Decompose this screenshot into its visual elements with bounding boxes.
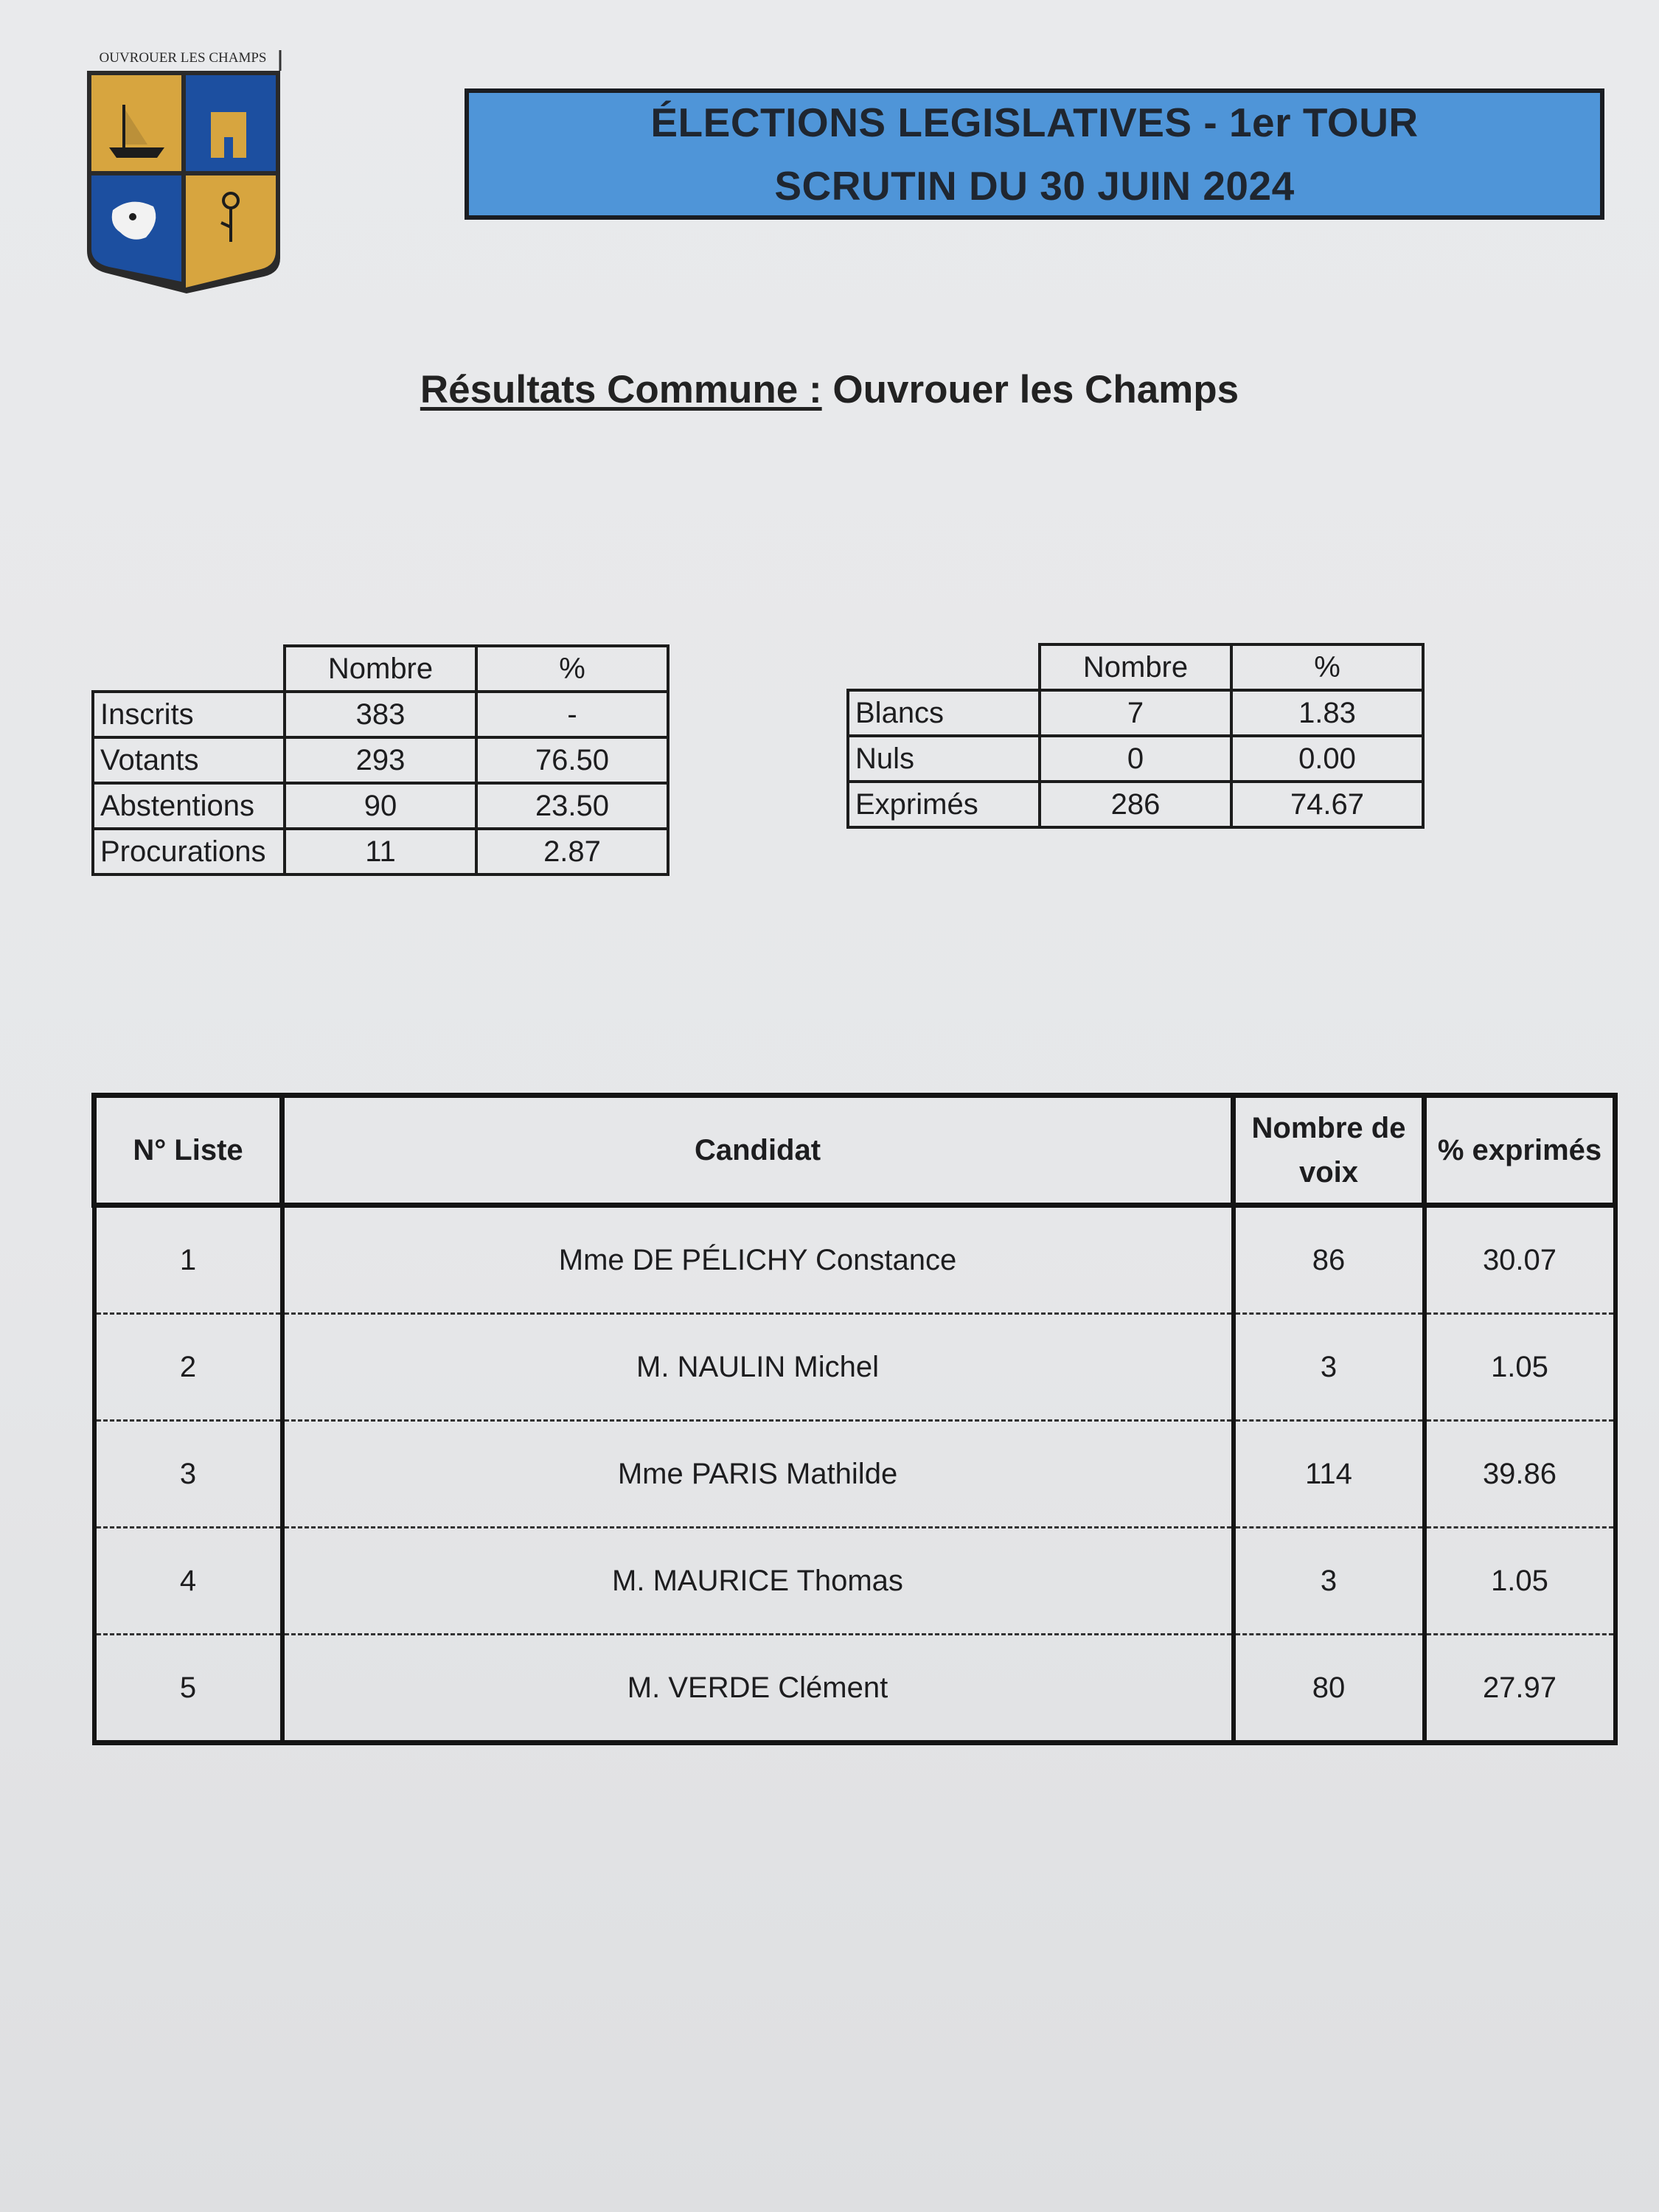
- table-row: [93, 692, 668, 737]
- crest-caption: OUVROUER LES CHAMPS: [99, 50, 267, 66]
- vote-count: 3: [1234, 1314, 1425, 1421]
- candidate-name: M. VERDE Clément: [282, 1635, 1234, 1743]
- column-header-liste: N° Liste: [94, 1096, 282, 1206]
- table-row: [94, 1635, 1615, 1743]
- row-label: Nuls: [848, 736, 1040, 782]
- list-number: 4: [94, 1528, 282, 1635]
- row-pct: 1.83: [1231, 690, 1423, 736]
- row-pct: 2.87: [476, 829, 668, 874]
- list-number: 5: [94, 1635, 282, 1743]
- row-pct: 76.50: [476, 737, 668, 783]
- empty-cell: [93, 646, 285, 692]
- banner-date: SCRUTIN DU 30 JUIN 2024: [774, 163, 1295, 209]
- column-header-candidat: Candidat: [282, 1096, 1234, 1206]
- table-header-row: [94, 1096, 1615, 1206]
- vote-count: 86: [1234, 1206, 1425, 1314]
- table-row: [94, 1528, 1615, 1635]
- row-nombre: 11: [285, 829, 476, 874]
- vote-count: 3: [1234, 1528, 1425, 1635]
- table-row: [94, 1314, 1615, 1421]
- table-row: [93, 829, 668, 874]
- table-row: [848, 782, 1423, 827]
- vote-pct: 1.05: [1425, 1528, 1615, 1635]
- row-nombre: 293: [285, 737, 476, 783]
- column-header-nombre: Nombre: [285, 646, 476, 692]
- header-voix-line1: Nombre de: [1251, 1112, 1406, 1144]
- results-label: Résultats Commune :: [420, 368, 822, 411]
- table-row: [93, 737, 668, 783]
- row-label: Blancs: [848, 690, 1040, 736]
- row-pct: -: [476, 692, 668, 737]
- list-number: 3: [94, 1421, 282, 1528]
- table-row: [93, 783, 668, 829]
- candidate-name: Mme PARIS Mathilde: [282, 1421, 1234, 1528]
- vote-pct: 30.07: [1425, 1206, 1615, 1314]
- banner-title: ÉLECTIONS LEGISLATIVES - 1er TOUR: [650, 100, 1419, 145]
- column-header-pct: %: [1231, 644, 1423, 690]
- vote-pct: 39.86: [1425, 1421, 1615, 1528]
- ballots-table: [846, 643, 1425, 829]
- row-nombre: 286: [1040, 782, 1231, 827]
- header-voix-line2: voix: [1298, 1156, 1359, 1189]
- candidate-name: M. NAULIN Michel: [282, 1314, 1234, 1421]
- list-number: 2: [94, 1314, 282, 1421]
- commune-name: Ouvrouer les Champs: [832, 368, 1239, 411]
- results-table: [91, 1093, 1618, 1745]
- row-nombre: 90: [285, 783, 476, 829]
- table-row: [848, 736, 1423, 782]
- row-label: Votants: [93, 737, 285, 783]
- row-pct: 0.00: [1231, 736, 1423, 782]
- candidate-name: Mme DE PÉLICHY Constance: [282, 1206, 1234, 1314]
- list-number: 1: [94, 1206, 282, 1314]
- column-header-voix: [1234, 1096, 1425, 1206]
- table-row: [848, 690, 1423, 736]
- row-label: Abstentions: [93, 783, 285, 829]
- page-title: [0, 367, 1659, 412]
- row-pct: 23.50: [476, 783, 668, 829]
- row-pct: 74.67: [1231, 782, 1423, 827]
- commune-crest: [80, 44, 286, 299]
- column-header-pct: %: [476, 646, 668, 692]
- table-header-row: [93, 646, 668, 692]
- table-header-row: [848, 644, 1423, 690]
- coat-of-arms-icon: [80, 44, 286, 299]
- candidate-name: M. MAURICE Thomas: [282, 1528, 1234, 1635]
- row-nombre: 7: [1040, 690, 1231, 736]
- column-header-nombre: Nombre: [1040, 644, 1231, 690]
- vote-pct: 27.97: [1425, 1635, 1615, 1743]
- row-nombre: 383: [285, 692, 476, 737]
- vote-count: 114: [1234, 1421, 1425, 1528]
- turnout-table: [91, 644, 669, 876]
- column-header-pct-exprimes: % exprimés: [1425, 1096, 1615, 1206]
- table-row: [94, 1421, 1615, 1528]
- election-banner: [465, 88, 1604, 220]
- row-label: Exprimés: [848, 782, 1040, 827]
- row-label: Procurations: [93, 829, 285, 874]
- vote-pct: 1.05: [1425, 1314, 1615, 1421]
- empty-cell: [848, 644, 1040, 690]
- row-nombre: 0: [1040, 736, 1231, 782]
- vote-count: 80: [1234, 1635, 1425, 1743]
- table-row: [94, 1206, 1615, 1314]
- row-label: Inscrits: [93, 692, 285, 737]
